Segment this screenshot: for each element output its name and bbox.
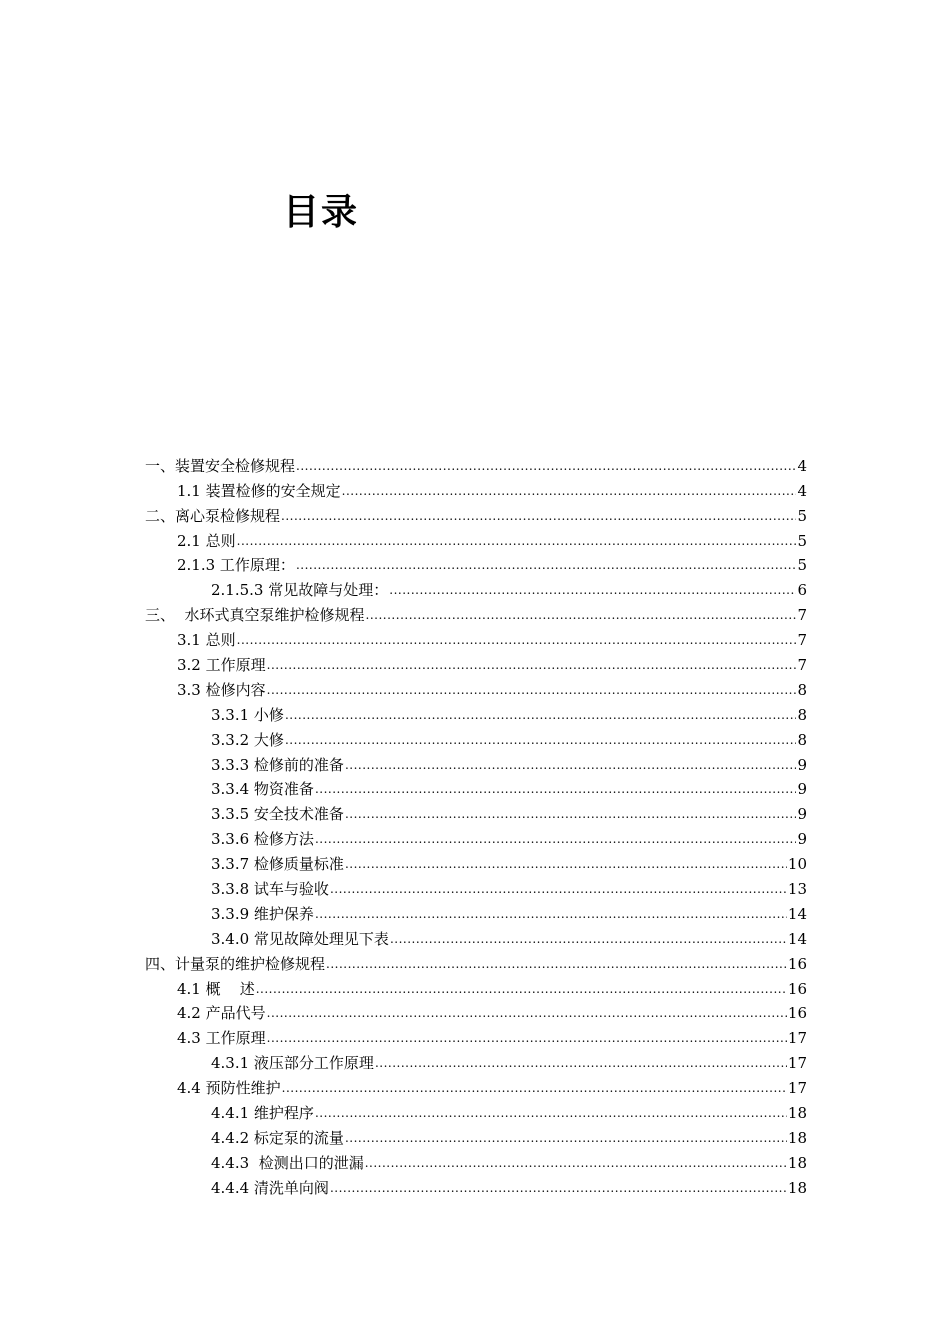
toc-dot-leader [296,457,796,475]
toc-entry-title: 3.3.9 维护保养 [211,904,314,923]
toc-entry[interactable] [145,724,807,749]
toc-page-number: 4 [797,456,807,475]
toc-entry[interactable] [145,1172,807,1197]
toc-entry[interactable] [145,649,807,674]
toc-page-number: 5 [797,556,807,575]
toc-entry[interactable] [145,1097,807,1122]
toc-entry[interactable] [145,624,807,649]
toc-page-number: 17 [787,1029,807,1048]
toc-entry-title: 2.1.5.3 常见故障与处理： [211,581,389,600]
toc-dot-leader [315,905,787,923]
toc-page-number: 16 [787,979,807,998]
toc-page-number: 16 [787,954,807,973]
toc-page-number: 18 [787,1178,807,1197]
toc-dot-leader [345,805,797,823]
toc-entry-title: 3.1 总则 [177,631,236,650]
toc-entry-title: 4.4.2 标定泵的流量 [211,1128,344,1147]
toc-dot-leader [267,1029,787,1047]
toc-entry-title: 2.1.3 工作原理： [177,556,295,575]
toc-entry-title: 二、离心泵检修规程 [145,506,281,525]
toc-dot-leader [315,780,797,798]
toc-page-number: 10 [787,855,807,874]
toc-entry[interactable] [145,550,807,575]
toc-page-number: 7 [797,656,807,675]
toc-entry[interactable] [145,475,807,500]
toc-page-number: 5 [797,531,807,550]
toc-dot-leader [315,1104,787,1122]
toc-dot-leader [389,581,796,599]
toc-entry[interactable] [145,749,807,774]
toc-entry-title: 3.3.1 小修 [211,705,284,724]
toc-entry-title: 3.3.6 检修方法 [211,830,314,849]
toc-page-number: 8 [797,730,807,749]
toc-page-number: 9 [797,830,807,849]
toc-dot-leader [345,855,787,873]
toc-dot-leader [390,930,787,948]
toc-page-number: 16 [787,1004,807,1023]
toc-entry[interactable] [145,848,807,873]
toc-entry-title: 一、装置安全检修规程 [145,456,296,475]
toc-entry-title: 4.4 预防性维护 [177,1079,281,1098]
toc-entry[interactable] [145,574,807,599]
toc-page-number: 6 [797,581,807,600]
toc-entry[interactable] [145,674,807,699]
toc-entry-title: 4.3 工作原理 [177,1029,266,1048]
toc-entry[interactable] [145,525,807,550]
toc-page-number: 9 [797,755,807,774]
toc-entry[interactable] [145,500,807,525]
toc-page-number: 17 [787,1054,807,1073]
toc-entry[interactable] [145,1122,807,1147]
toc-page-number: 9 [797,805,807,824]
toc-entry-title: 3.3.5 安全技术准备 [211,805,344,824]
toc-entry[interactable] [145,1072,807,1097]
toc-page-number: 7 [797,606,807,625]
toc-page-number: 5 [797,506,807,525]
toc-dot-leader [330,1179,787,1197]
toc-dot-leader [237,631,797,649]
toc-entry[interactable] [145,823,807,848]
toc-entry[interactable] [145,1047,807,1072]
toc-entry[interactable] [145,998,807,1023]
toc-dot-leader [365,1154,787,1172]
toc-entry-title: 4.4.3 检测出口的泄漏 [211,1153,364,1172]
toc-dot-leader [296,556,797,574]
toc-page-number: 9 [797,780,807,799]
toc-title: 目录 [283,192,360,233]
toc-dot-leader [237,532,797,550]
toc-page-number: 18 [787,1153,807,1172]
toc-dot-leader [256,980,787,998]
toc-dot-leader [267,681,797,699]
toc-entry[interactable] [145,948,807,973]
toc-entry[interactable] [145,973,807,998]
toc-entry[interactable] [145,798,807,823]
table-of-contents [145,450,807,1197]
toc-entry[interactable] [145,450,807,475]
toc-entry-title: 3.3.4 物资准备 [211,780,314,799]
toc-entry-title: 3.3.7 检修质量标准 [211,855,344,874]
toc-page-number: 17 [787,1079,807,1098]
toc-entry-title: 3.3 检修内容 [177,680,266,699]
toc-entry-title: 3.4.0 常见故障处理见下表 [211,929,389,948]
toc-dot-leader [285,706,797,724]
toc-entry-title: 3.3.8 试车与验收 [211,880,329,899]
toc-entry-title: 4.2 产品代号 [177,1004,266,1023]
toc-page-number: 7 [797,631,807,650]
toc-page-number: 14 [787,904,807,923]
toc-entry[interactable] [145,774,807,799]
toc-entry[interactable] [145,1147,807,1172]
toc-dot-leader [267,656,797,674]
toc-entry-title: 四、计量泵的维护检修规程 [145,954,326,973]
toc-dot-leader [375,1054,787,1072]
toc-entry-title: 4.1 概 述 [177,979,255,998]
toc-entry[interactable] [145,873,807,898]
toc-entry-title: 3.3.3 检修前的准备 [211,755,344,774]
toc-dot-leader [315,830,797,848]
toc-entry-title: 4.3.1 液压部分工作原理 [211,1054,374,1073]
toc-page-number: 18 [787,1104,807,1123]
toc-dot-leader [282,1079,787,1097]
toc-page-number: 18 [787,1128,807,1147]
toc-page-number: 4 [797,481,807,500]
toc-dot-leader [281,507,796,525]
toc-entry-title: 4.4.4 清洗单向阀 [211,1178,329,1197]
toc-entry[interactable] [145,1022,807,1047]
toc-dot-leader [267,1004,787,1022]
toc-entry[interactable] [145,923,807,948]
toc-dot-leader [330,880,787,898]
toc-dot-leader [285,731,797,749]
toc-dot-leader [345,1129,787,1147]
toc-dot-leader [326,955,787,973]
toc-page-number: 8 [797,705,807,724]
toc-page-number: 13 [787,880,807,899]
toc-entry[interactable] [145,599,807,624]
toc-entry-title: 三、 水环式真空泵维护检修规程 [145,606,365,625]
toc-dot-leader [345,756,797,774]
toc-entry[interactable] [145,898,807,923]
toc-entry-title: 1.1 装置检修的安全规定 [177,481,341,500]
toc-entry-title: 4.4.1 维护程序 [211,1104,314,1123]
toc-entry-title: 2.1 总则 [177,531,236,550]
toc-entry[interactable] [145,699,807,724]
toc-entry-title: 3.3.2 大修 [211,730,284,749]
toc-page-number: 8 [797,680,807,699]
toc-page-number: 14 [787,929,807,948]
toc-dot-leader [366,606,797,624]
toc-dot-leader [342,482,797,500]
toc-entry-title: 3.2 工作原理 [177,656,266,675]
